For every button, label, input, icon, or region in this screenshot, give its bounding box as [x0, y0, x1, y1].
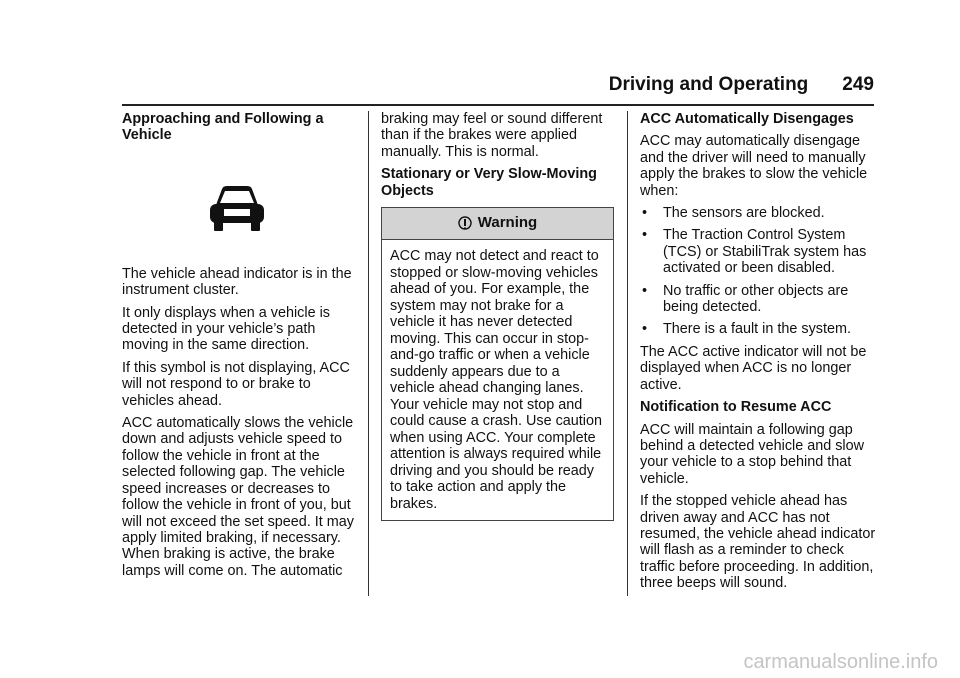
paragraph: The ACC active indicator will not be displayed when ACC is no longer active. [640, 343, 867, 393]
section-heading: Notification to Resume ACC [640, 399, 832, 416]
list-item: • The Traction Control System (TCS) or StabiliTrak system has activated or been disabled. [642, 227, 867, 277]
warning-box [381, 207, 614, 521]
column-3 [640, 111, 876, 598]
paragraph: If this symbol is not displaying, ACC will not respond to or brake to vehicles ahead. [122, 359, 350, 409]
warning-icon [458, 215, 472, 232]
icon-figure [122, 150, 352, 266]
bullet-marker: • [642, 282, 648, 299]
bullet-marker: • [642, 321, 648, 338]
paragraph: ACC automatically slows the vehicle down and adjusts vehicle speed to follow the vehicle in front at the selected following gap. The vehicle speed increases or decreases to follow the vehicle in front of you, but will not exceed the set speed. It may apply limited braking, if necessary. When braking is active, the brake lamps will come on. The automatic [122, 415, 354, 579]
paragraph: ACC will maintain a following gap behind a detected vehicle and slow your vehicle to a stop behind that vehicle. [640, 421, 865, 487]
list-item: • There is a fault in the system. [642, 321, 851, 338]
column-2 [381, 111, 616, 521]
bullet-marker: • [642, 227, 648, 244]
column-1 [122, 111, 357, 585]
paragraph: It only displays when a vehicle is detected in your vehicle’s path moving in the same direction. [122, 304, 330, 354]
bullet-marker: • [642, 205, 648, 222]
watermark: carmanualsonline.info [743, 651, 938, 673]
paragraph: If the stopped vehicle ahead has driven away and ACC has not resumed, the vehicle ahead indicator will flash as a reminder to check traffic before proceeding. In addition, three beeps will sound. [640, 493, 876, 592]
warning-header [382, 208, 613, 240]
list-item: • The sensors are blocked. [642, 205, 825, 222]
paragraph: The vehicle ahead indicator is in the instrument cluster. [122, 265, 352, 299]
section-heading: Stationary or Very Slow-Moving Objects [381, 166, 597, 199]
section-heading: Approaching and Following a Vehicle [122, 111, 324, 144]
paragraph: ACC may automatically disengage and the driver will need to manually apply the brakes to slow the vehicle when: [640, 133, 868, 199]
paragraph: braking may feel or sound different than if the brakes were applied manually. This is normal. [381, 111, 603, 160]
column-divider [368, 111, 369, 596]
bullet-list [640, 205, 876, 338]
warning-title: Warning [477, 214, 538, 232]
section-title: Driving and Operating [608, 74, 809, 95]
list-item: • No traffic or other objects are being detected. [642, 282, 849, 316]
header-rule [122, 104, 874, 106]
vehicle-ahead-icon [206, 183, 268, 233]
page-header [0, 70, 874, 100]
column-divider [627, 111, 628, 596]
section-heading: ACC Automatically Disengages [640, 111, 854, 127]
page-number: 249 [842, 74, 874, 95]
warning-text: ACC may not detect and react to stopped or slow-moving vehicles ahead of you. For example, the system may not brake for a vehicle it has never detected moving. This can occur in stop-and-go traffic or when a vehicle suddenly appears due to a vehicle ahead changing lanes. Your vehicle may not stop and could cause a crash. Use caution when using ACC. Your complete attention is always required while driving and you should be ready to take action and apply the brakes. [390, 248, 602, 512]
